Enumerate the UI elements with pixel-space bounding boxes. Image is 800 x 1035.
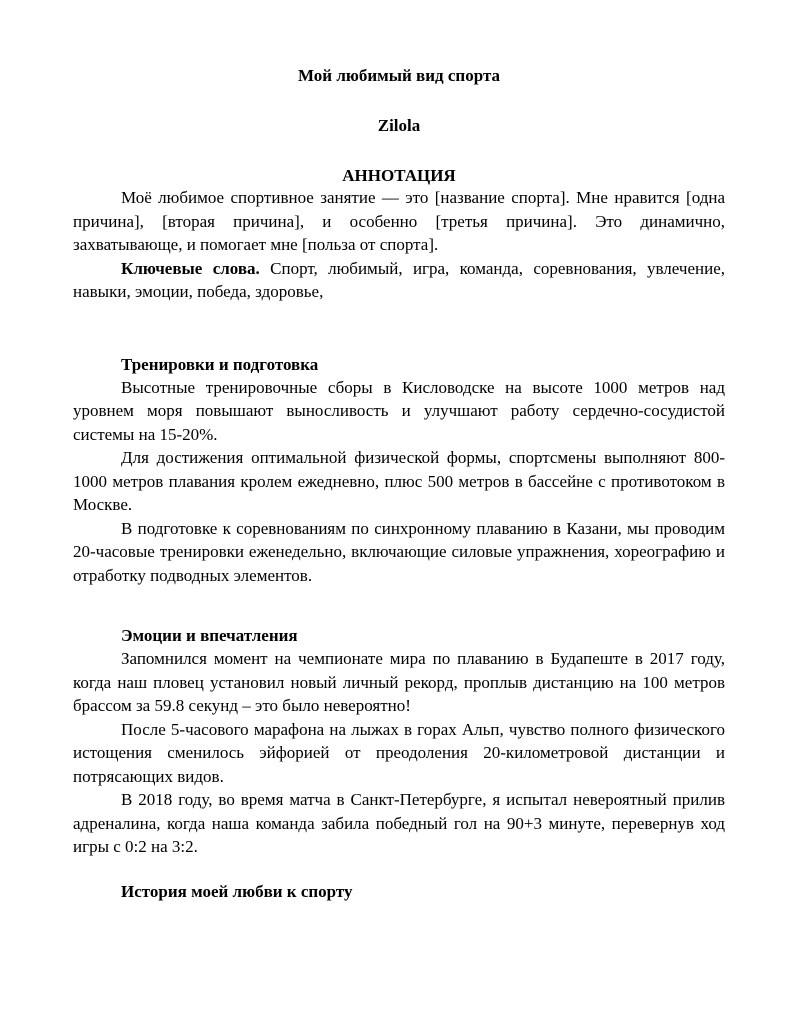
- section-heading-training: Тренировки и подготовка: [121, 354, 319, 374]
- paragraph-emotions-3: В 2018 году, во время матча в Санкт-Петербурге, я испытал невероятный прилив адреналина, когда наша команда забила победный гол на 90+3 минуте, перевернув ход игры с 0:2 на 3:2.: [73, 790, 725, 856]
- paragraph-emotions-1: Запомнился момент на чемпионате мира по плаванию в Будапеште в 2017 году, когда наш пловец установил новый личный рекорд, проплыв дистанцию на 100 метров брассом за 59.8 секунд – это было невероятно!: [73, 649, 725, 715]
- section-heading-history: История моей любви к спорту: [121, 881, 353, 901]
- section-heading-emotions: Эмоции и впечатления: [121, 626, 298, 645]
- abstract-paragraph: Моё любимое спортивное занятие — это [название спорта]. Мне нравится [одна причина], [вторая причина], и особенно [третья причина]. Это динамично, захватывающе, и помогает мне [польза от спорта].: [73, 188, 725, 254]
- keywords-label: Ключевые слова.: [121, 258, 260, 278]
- paragraph-training-2: Для достижения оптимальной физической формы, спортсмены выполняют 800-1000 метров плавания кролем ежедневно, плюс 500 метров в бассейне с противотоком в Москве.: [73, 448, 725, 514]
- paragraph-emotions-2: После 5-часового марафона на лыжах в горах Альп, чувство полного физического истощения сменилось эйфорией от преодоления 20-километровой дистанции и потрясающих видов.: [73, 719, 725, 786]
- paragraph-training-1: Высотные тренировочные сборы в Кисловодске на высоте 1000 метров над уровнем моря повышают выносливость и улучшают работу сердечно-сосудистой системы на 15-20%.: [73, 377, 725, 444]
- keywords-paragraph: [73, 257, 725, 304]
- document-title: Мой любимый вид спорта: [297, 66, 501, 85]
- abstract-heading: АННОТАЦИЯ: [342, 166, 456, 185]
- keywords-text: Спорт, любимый, игра, команда, соревнования, увлечение, навыки, эмоции, победа, здоровье,: [73, 258, 726, 301]
- paragraph-training-3: В подготовке к соревнованиям по синхронному плаванию в Казани, мы проводим 20-часовые тренировки еженедельно, включающие силовые упражнения, хореографию и отработку подводных элементов.: [73, 518, 725, 585]
- document-author: Zilola: [377, 116, 421, 135]
